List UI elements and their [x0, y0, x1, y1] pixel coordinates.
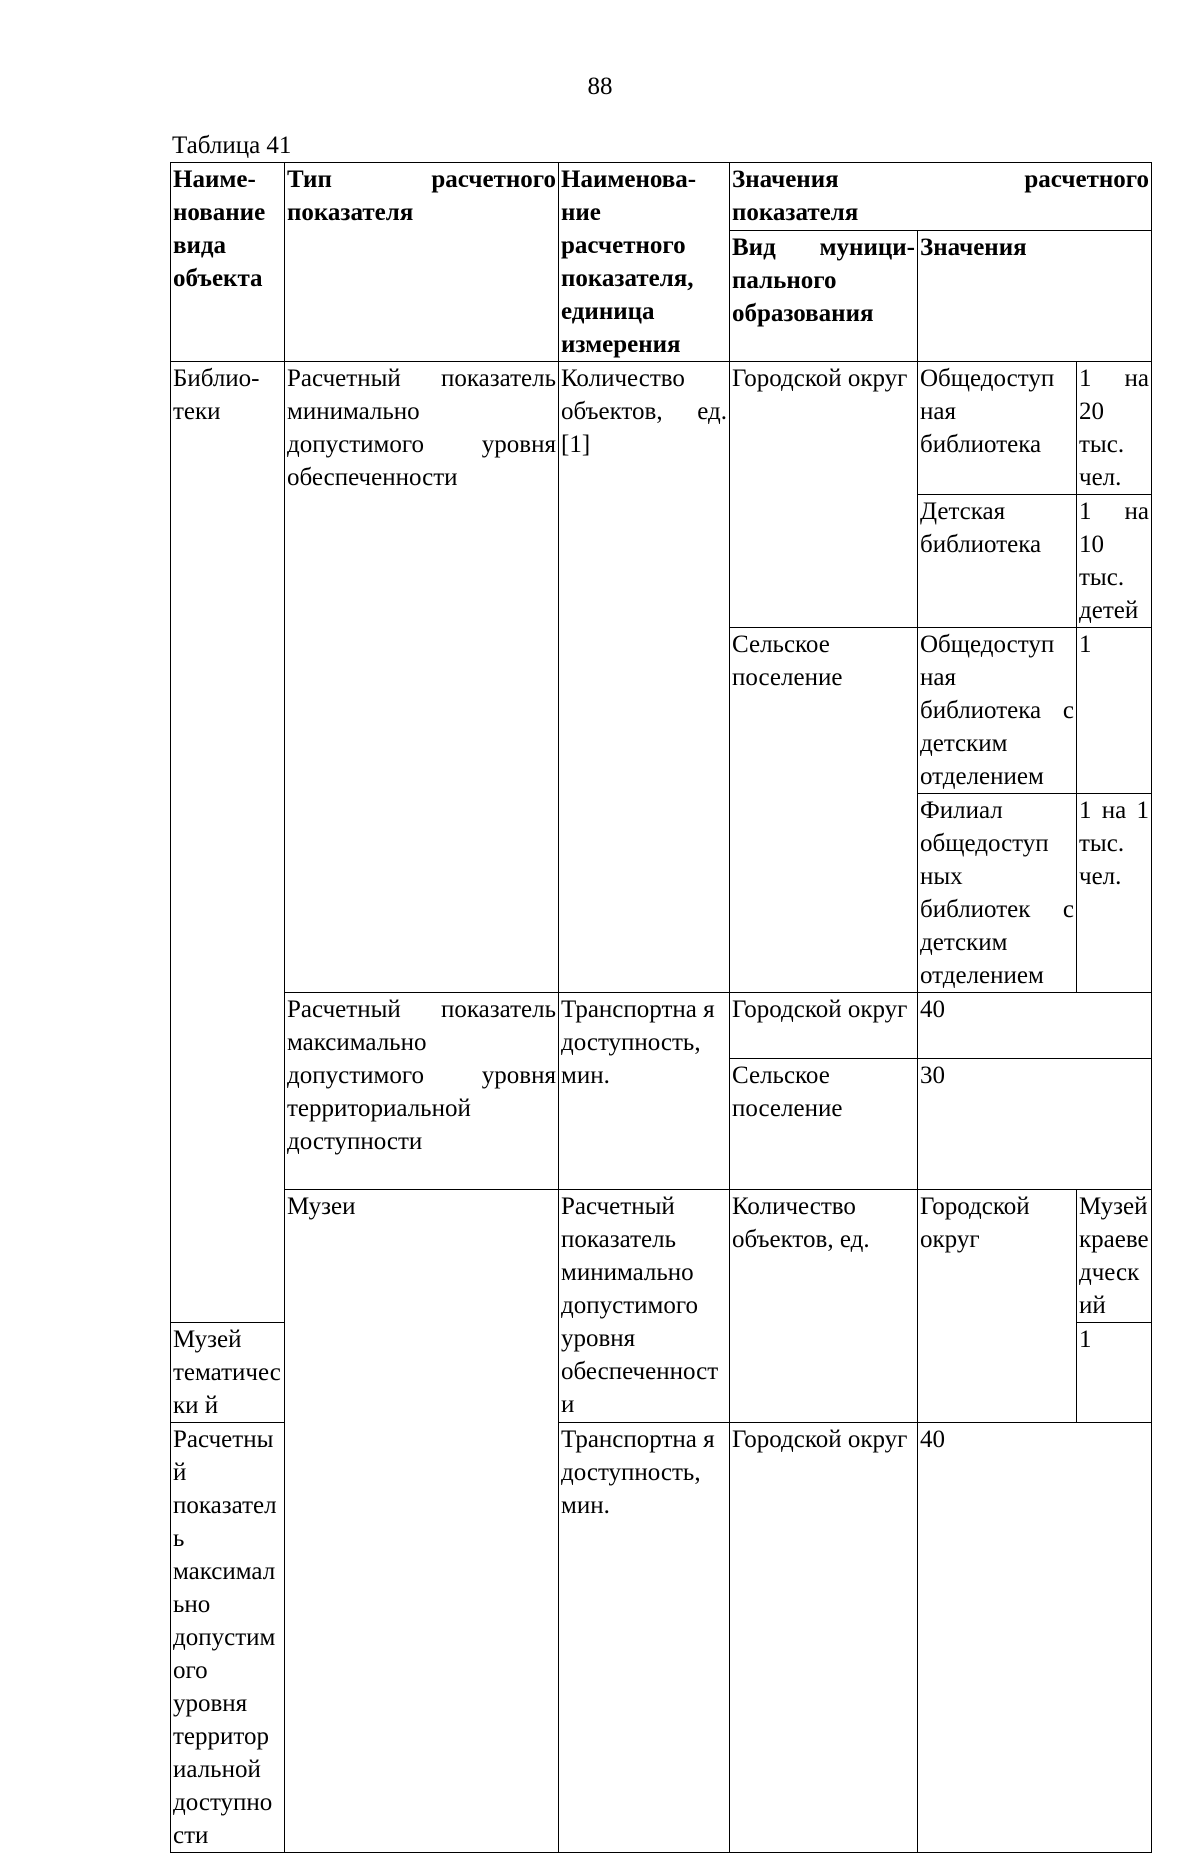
cell-libraries-max-rural: Сельское поселение	[730, 1059, 918, 1190]
cell-museums-city: Городской округ	[918, 1190, 1077, 1423]
cell-museums-item1: Музей краеведческ ий	[1077, 1190, 1152, 1323]
cell-museums-max-name: Транспортна я доступность, мин.	[559, 1423, 730, 1853]
cell-museums-item2: Музей тематически й	[171, 1323, 285, 1423]
cell-museums-min-name: Количество объектов, ед.	[730, 1190, 918, 1423]
cell-libraries-city: Городской округ	[730, 362, 918, 628]
table-caption: Таблица 41	[172, 132, 292, 159]
cell-libraries-rural-val1: 1	[1077, 628, 1152, 794]
header-municipality-type: Вид муници-пального образования	[730, 230, 918, 361]
table-row	[171, 1190, 1152, 1323]
table-row	[171, 993, 1152, 1059]
header-indicator-type-word1: Тип	[287, 166, 332, 193]
cell-museums-min-type: Расчетный показатель минимально допустимого уровня обеспеченности	[559, 1190, 730, 1423]
header-indicator-type	[285, 163, 559, 362]
cell-libraries-city-val1: 1 на 20 тыс. чел.	[1077, 362, 1152, 495]
table-row	[171, 362, 1152, 495]
cell-museums-val2: 1	[1077, 1323, 1152, 1423]
cell-libraries-min-type: Расчетный показатель минимально допустимого уровня обеспеченности	[285, 362, 559, 993]
cell-museums-max-city: Городской округ	[730, 1423, 918, 1853]
cell-object-museums: Музеи	[285, 1190, 559, 1853]
cell-libraries-rural-item1: Общедоступ ная библиотека с детским отделением	[918, 628, 1077, 794]
header-values-word2: расчетного	[1024, 166, 1149, 193]
cell-libraries-max-city: Городской округ	[730, 993, 918, 1059]
cell-libraries-max-name: Транспортна я доступность, мин.	[559, 993, 730, 1190]
cell-museums-max-type: Расчетный показатель максимально допустимого уровня территориальной доступности	[171, 1423, 285, 1853]
cell-libraries-rural: Сельское поселение	[730, 628, 918, 993]
cell-libraries-city-item1: Общедоступ ная библиотека	[918, 362, 1077, 495]
cell-libraries-city-val2: 1 на 10 тыс. детей	[1077, 495, 1152, 628]
cell-libraries-max-rural-val: 30	[918, 1059, 1152, 1190]
header-indicator-type-word2: расчетного	[431, 166, 556, 193]
header-indicator-name: Наименова-ние расчетного показателя, единица измерения	[559, 163, 730, 362]
cell-libraries-min-name: Количество объектов, ед. [1]	[559, 362, 730, 993]
cell-museums-max-city-val: 40	[918, 1423, 1152, 1853]
header-indicator-type-word3: показателя	[287, 199, 414, 226]
header-values: Значения	[918, 230, 1152, 361]
header-values-word1: Значения	[732, 166, 839, 193]
header-values-word3: показателя	[732, 199, 859, 226]
cell-libraries-max-type: Расчетный показатель максимально допустимого уровня территориальной доступности	[285, 993, 559, 1190]
table-header-row	[171, 163, 1152, 231]
header-indicator-values	[730, 163, 1152, 231]
indicator-table	[170, 162, 1152, 1853]
cell-libraries-rural-item2: Филиал общедоступ ных библиотек с детским отделением	[918, 794, 1077, 993]
cell-libraries-city-item2: Детская библиотека	[918, 495, 1077, 628]
cell-object-libraries: Библио-теки	[171, 362, 285, 1323]
cell-libraries-max-city-val: 40	[918, 993, 1152, 1059]
header-object-type: Наиме-нование вида объекта	[171, 163, 285, 362]
page-number: 88	[587, 73, 613, 100]
cell-libraries-rural-val2: 1 на 1 тыс. чел.	[1077, 794, 1152, 993]
